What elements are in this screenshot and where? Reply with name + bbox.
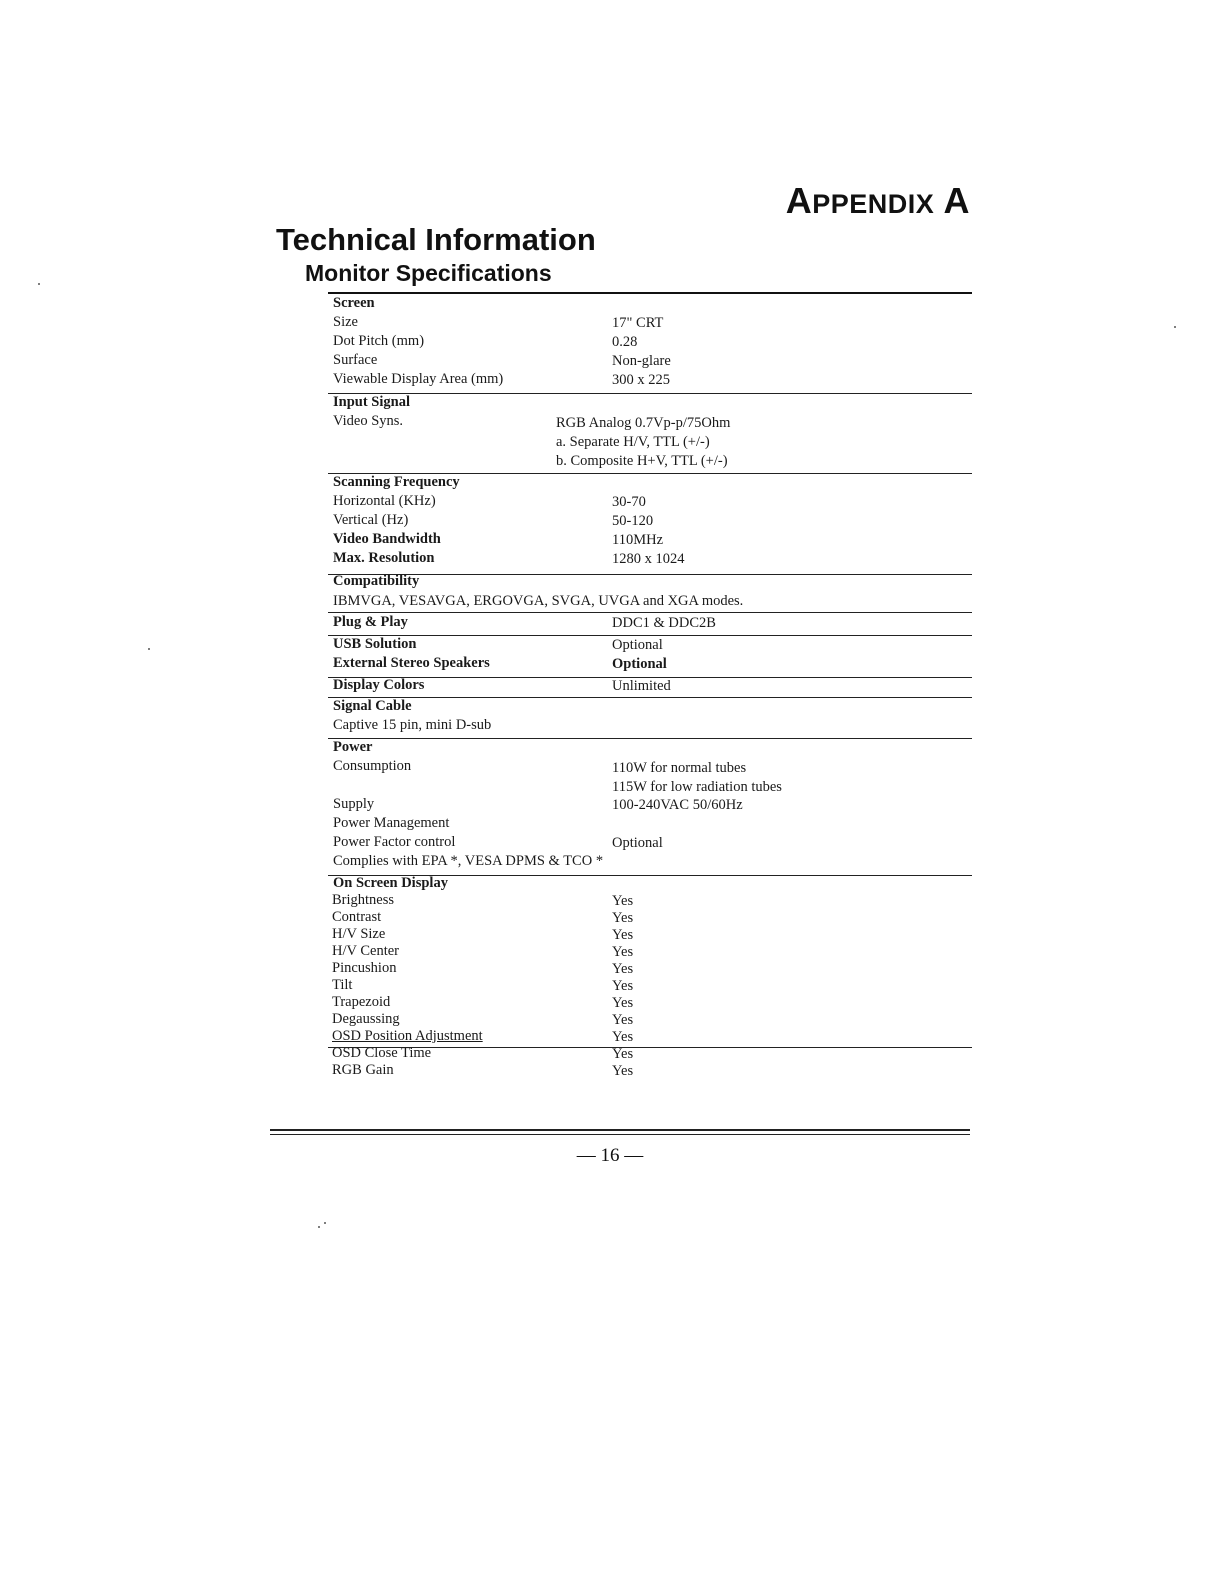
- group-heading-input-signal: Input Signal: [333, 394, 410, 410]
- spec-value: 1280 x 1024: [612, 551, 685, 567]
- footer-rule: [270, 1134, 970, 1135]
- spec-value: Yes: [612, 1012, 634, 1028]
- spec-label: Size: [333, 314, 358, 330]
- spec-value: 110MHz: [612, 532, 664, 548]
- spec-value: Yes: [612, 995, 634, 1011]
- group-heading-screen: Screen: [333, 295, 375, 311]
- group-heading-power: Power: [333, 739, 373, 755]
- divider: [328, 612, 972, 613]
- spec-label: Complies with EPA *, VESA DPMS & TCO *: [333, 853, 604, 869]
- spec-label: OSD Position Adjustment: [332, 1028, 483, 1044]
- spec-label: Tilt: [332, 977, 353, 993]
- scan-speck: [1174, 326, 1176, 328]
- spec-label: Power Factor control: [333, 834, 456, 850]
- group-heading-osd: On Screen Display: [333, 875, 448, 891]
- spec-value: a. Separate H/V, TTL (+/-): [556, 434, 710, 450]
- footer-rule: [270, 1129, 970, 1131]
- spec-value: Optional: [612, 656, 667, 672]
- spec-label: Video Syns.: [333, 413, 404, 429]
- page-title: Technical Information: [276, 222, 596, 257]
- spec-label: H/V Center: [332, 943, 399, 959]
- spec-label: Surface: [333, 352, 378, 368]
- spec-value: Yes: [612, 944, 634, 960]
- spec-label: Captive 15 pin, mini D-sub: [333, 717, 492, 733]
- spec-label: Display Colors: [333, 677, 425, 693]
- spec-label: Vertical (Hz): [333, 512, 409, 528]
- spec-label: Pincushion: [332, 960, 397, 976]
- divider: [328, 738, 972, 739]
- divider: [328, 393, 972, 394]
- scan-speck: [324, 1222, 326, 1224]
- spec-value: 110W for normal tubes: [612, 760, 747, 776]
- spec-label: Plug & Play: [333, 614, 408, 630]
- group-heading-scanning-frequency: Scanning Frequency: [333, 474, 460, 490]
- spec-label: IBMVGA, VESAVGA, ERGOVGA, SVGA, UVGA and XGA modes.: [333, 593, 744, 609]
- spec-label: H/V Size: [332, 926, 386, 942]
- spec-label: Consumption: [333, 758, 412, 774]
- appendix-cap-a: A: [785, 180, 813, 221]
- spec-label: RGB Gain: [332, 1062, 394, 1078]
- spec-value: Yes: [612, 893, 634, 909]
- spec-value: Yes: [612, 961, 634, 977]
- appendix-letter: A: [943, 180, 970, 221]
- section-title: Monitor Specifications: [305, 260, 552, 286]
- spec-value: 50-120: [612, 513, 654, 529]
- spec-value: Optional: [612, 835, 663, 851]
- spec-value: Yes: [612, 1063, 634, 1079]
- spec-label: Max. Resolution: [333, 550, 435, 566]
- spec-label: Viewable Display Area (mm): [333, 371, 504, 387]
- spec-value: 100-240VAC 50/60Hz: [612, 797, 743, 813]
- spec-label: Trapezoid: [332, 994, 391, 1010]
- divider: [328, 635, 972, 636]
- spec-value: 17" CRT: [612, 315, 664, 331]
- spec-value: 115W for low radiation tubes: [612, 779, 782, 795]
- spec-value: Yes: [612, 1029, 634, 1045]
- spec-label: Horizontal (KHz): [333, 493, 436, 509]
- section-rule: [328, 292, 972, 294]
- spec-value: 30-70: [612, 494, 646, 510]
- appendix-rest: PPENDIX: [812, 189, 935, 219]
- divider: [328, 574, 972, 575]
- spec-value: DDC1 & DDC2B: [612, 615, 716, 631]
- spec-value: RGB Analog 0.7Vp-p/75Ohm: [556, 415, 731, 431]
- divider: [328, 697, 972, 698]
- group-heading-signal-cable: Signal Cable: [333, 698, 412, 714]
- spec-label: OSD Close Time: [332, 1045, 432, 1061]
- spec-label: Brightness: [332, 892, 395, 908]
- group-heading-compatibility: Compatibility: [333, 573, 420, 589]
- spec-label: Dot Pitch (mm): [333, 333, 425, 349]
- spec-value: Yes: [612, 978, 634, 994]
- spec-value: b. Composite H+V, TTL (+/-): [556, 453, 728, 469]
- spec-value: Optional: [612, 637, 663, 653]
- spec-label: Power Management: [333, 815, 450, 831]
- spec-label: External Stereo Speakers: [333, 655, 490, 671]
- spec-label: Contrast: [332, 909, 382, 925]
- spec-value: Non-glare: [612, 353, 671, 369]
- spec-label: Video Bandwidth: [333, 531, 441, 547]
- spec-value: Yes: [612, 910, 634, 926]
- spec-label: USB Solution: [333, 636, 417, 652]
- spec-value: Yes: [612, 927, 634, 943]
- scan-speck: [148, 648, 150, 650]
- spec-label: Degaussing: [332, 1011, 400, 1027]
- spec-value: Unlimited: [612, 678, 671, 694]
- page-number: — 16 —: [576, 1145, 644, 1166]
- spec-value: 300 x 225: [612, 372, 670, 388]
- spec-label: Supply: [333, 796, 375, 812]
- scan-speck: [38, 283, 40, 285]
- scan-speck: [318, 1226, 320, 1228]
- spec-value: 0.28: [612, 334, 638, 350]
- spec-value: Yes: [612, 1046, 634, 1062]
- appendix-heading: [700, 180, 970, 222]
